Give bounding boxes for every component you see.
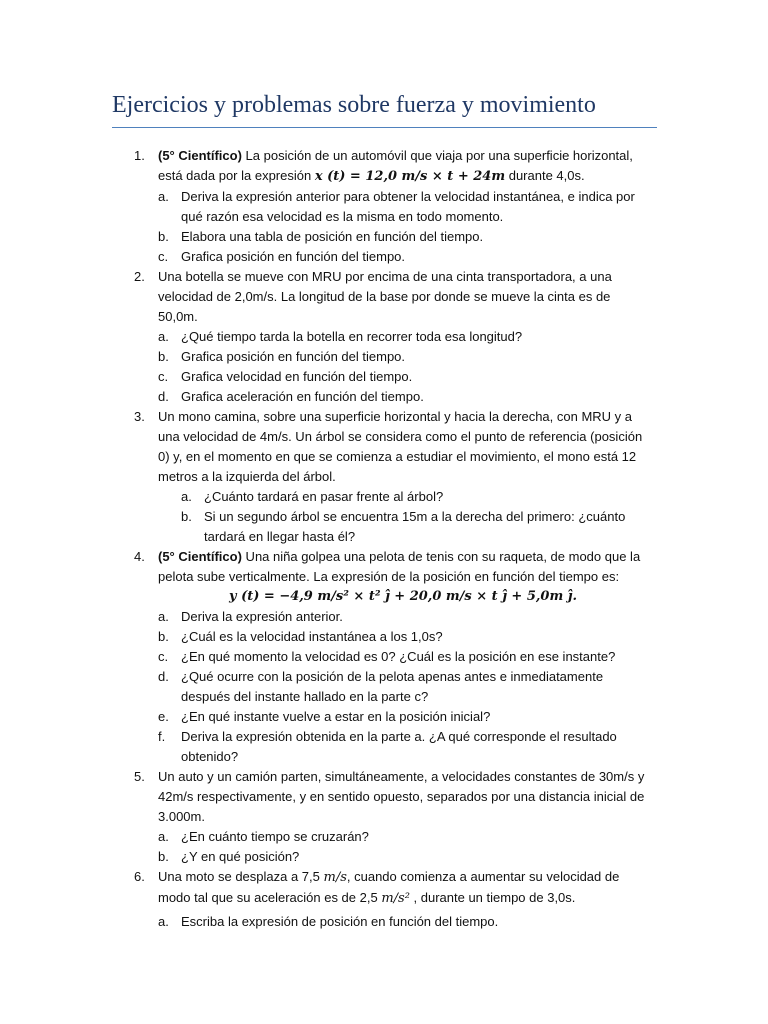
- problem-4-item-b: [158, 627, 648, 647]
- item-text: Elabora una tabla de posición en función del tiempo.: [181, 229, 484, 244]
- problem-2: [134, 267, 648, 327]
- velocity-unit: m/s: [323, 870, 347, 885]
- problem-4-item-f: [158, 727, 648, 767]
- problem-text: Una niña golpea una pelota de tenis con su raqueta, de modo que la pelota sube verticalmente. La expresión de la posición en función del tiempo es:: [158, 549, 641, 584]
- problem-tag: (5° Científico): [158, 549, 242, 564]
- item-text: Escriba la expresión de posición en función del tiempo.: [181, 914, 499, 929]
- problem-text-end: durante 4,0s.: [505, 168, 585, 183]
- problem-5-item-b: [158, 847, 648, 867]
- problem-1-item-b: [158, 227, 648, 247]
- problem-6: [134, 867, 648, 909]
- height-formula: y (t) = −4,9 m/s² × t² ĵ + 20,0 m/s × t ĵ + 5,0m ĵ.: [229, 589, 577, 604]
- acceleration-unit: m/s²: [381, 891, 410, 906]
- problem-3: [134, 407, 648, 487]
- item-text: ¿Cuál es la velocidad instantánea a los 1,0s?: [181, 629, 443, 644]
- problem-number: 3.: [134, 409, 145, 424]
- problem-5: [134, 767, 648, 827]
- problem-text: Un auto y un camión parten, simultáneamente, a velocidades constantes de 30m/s y 42m/s respectivamente, y en sentido opuesto, separados por una distancia inicial de 3.000m.: [158, 769, 645, 824]
- problem-1-item-a: [158, 187, 648, 227]
- item-letter: b.: [181, 509, 192, 524]
- item-letter: e.: [158, 709, 169, 724]
- item-letter: b.: [158, 629, 169, 644]
- item-letter: a.: [158, 829, 169, 844]
- problem-1: [134, 146, 648, 187]
- problem-tag: (5° Científico): [158, 148, 242, 163]
- problem-number: 2.: [134, 269, 145, 284]
- problem-number: 5.: [134, 769, 145, 784]
- problem-text-end: , durante un tiempo de 3,0s.: [409, 890, 576, 905]
- problem-5-item-a: [158, 827, 648, 847]
- problem-2-item-c: [158, 367, 648, 387]
- title-underline: [112, 127, 657, 128]
- item-letter: d.: [158, 669, 169, 684]
- problem-4-item-e: [158, 707, 648, 727]
- problem-number: 4.: [134, 549, 145, 564]
- problem-text: Una botella se mueve con MRU por encima de una cinta transportadora, a una velocidad de 2,0m/s. La longitud de la base por donde se mueve la cinta es de 50,0m.: [158, 269, 612, 324]
- item-letter: a.: [181, 489, 192, 504]
- problem-1-item-c: [158, 247, 648, 267]
- item-text: ¿Qué tiempo tarda la botella en recorrer toda esa longitud?: [181, 329, 523, 344]
- item-text: ¿En qué momento la velocidad es 0? ¿Cuál es la posición en ese instante?: [181, 649, 616, 664]
- item-letter: c.: [158, 249, 169, 264]
- problem-2-item-a: [158, 327, 648, 347]
- problem-number: 1.: [134, 148, 145, 163]
- item-letter: f.: [158, 729, 166, 744]
- item-letter: b.: [158, 349, 169, 364]
- problem-3-item-b: [181, 507, 648, 547]
- problem-2-item-b: [158, 347, 648, 367]
- item-text: Grafica aceleración en función del tiempo.: [181, 389, 424, 404]
- item-text: Grafica posición en función del tiempo.: [181, 249, 406, 264]
- item-letter: b.: [158, 849, 169, 864]
- problem-number: 6.: [134, 869, 145, 884]
- item-letter: a.: [158, 189, 169, 204]
- item-text: ¿Qué ocurre con la posición de la pelota apenas antes e inmediatamente después del instante hallado en la parte c?: [181, 669, 604, 704]
- problem-text: Una moto se desplaza a 7,5: [158, 869, 324, 884]
- problem-6-item-a: [158, 912, 648, 932]
- problem-text-mid: , cuando comienza a aumentar su velocidad de modo tal que su aceleración es de 2,5: [158, 869, 620, 905]
- item-text: Si un segundo árbol se encuentra 15m a la derecha del primero: ¿cuánto tardará en llegar hasta él?: [204, 509, 626, 544]
- problem-4: [134, 547, 648, 587]
- item-text: ¿En cuánto tiempo se cruzarán?: [181, 829, 369, 844]
- item-text: ¿Y en qué posición?: [181, 849, 300, 864]
- item-text: Deriva la expresión anterior.: [181, 609, 343, 624]
- item-letter: c.: [158, 369, 169, 384]
- problem-text: Un mono camina, sobre una superficie horizontal y hacia la derecha, con MRU y a una velocidad de 4m/s. Un árbol se considera como el punto de referencia (posición 0) y, en el momento en que se comienza a estudiar el movimiento, el mono está 12 metros a la izquierda del árbol.: [158, 409, 643, 484]
- item-text: ¿Cuánto tardará en pasar frente al árbol?: [204, 489, 444, 504]
- item-letter: a.: [158, 914, 169, 929]
- problem-2-item-d: [158, 387, 648, 407]
- item-text: Deriva la expresión obtenida en la parte a. ¿A qué corresponde el resultado obtenido?: [181, 729, 617, 764]
- problem-4-item-d: [158, 667, 648, 707]
- item-letter: d.: [158, 389, 169, 404]
- item-letter: c.: [158, 649, 169, 664]
- problem-3-item-a: [181, 487, 648, 507]
- item-text: Grafica velocidad en función del tiempo.: [181, 369, 413, 384]
- item-letter: a.: [158, 609, 169, 624]
- problem-4-item-c: [158, 647, 648, 667]
- problem-4-item-a: [158, 607, 648, 627]
- item-text: Grafica posición en función del tiempo.: [181, 349, 406, 364]
- problem-list: [0, 146, 768, 932]
- position-formula: x (t) = 12,0 m/s × t + 24m: [314, 169, 506, 184]
- item-letter: a.: [158, 329, 169, 344]
- item-text: Deriva la expresión anterior para obtener la velocidad instantánea, e indica por qué razón esa velocidad es la misma en todo momento.: [181, 189, 635, 224]
- problem-text: La posición de un automóvil que viaja por una superficie horizontal, está dada por la expresión: [158, 148, 633, 183]
- document-title: Ejercicios y problemas sobre fuerza y movimiento: [112, 92, 596, 118]
- item-letter: b.: [158, 229, 169, 244]
- item-text: ¿En qué instante vuelve a estar en la posición inicial?: [181, 709, 491, 724]
